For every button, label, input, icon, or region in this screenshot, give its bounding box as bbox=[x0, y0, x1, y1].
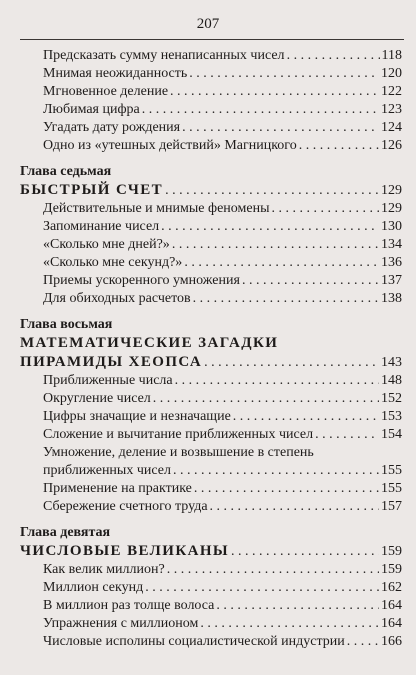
toc-entry-page: 138 bbox=[381, 291, 402, 306]
toc-entry-title: Для обиходных расчетов bbox=[43, 291, 191, 306]
dot-leader bbox=[194, 480, 379, 498]
toc-entry-page: 159 bbox=[381, 562, 402, 577]
chapter-page: 129 bbox=[381, 183, 402, 198]
toc-entry-page: 120 bbox=[381, 66, 402, 81]
toc-entry-page: 148 bbox=[381, 373, 402, 388]
dot-leader bbox=[153, 390, 379, 408]
toc-entry-title: Приближенные числа bbox=[43, 373, 173, 388]
chapter-label: Глава восьмая bbox=[20, 317, 113, 332]
dot-leader bbox=[216, 597, 379, 615]
chapter-title-line2: ПИРАМИДЫ ХЕОПСА bbox=[20, 354, 203, 370]
chapter-label: Глава седьмая bbox=[20, 164, 112, 179]
chapter-page: 159 bbox=[381, 544, 402, 559]
toc-entry-page: 136 bbox=[381, 255, 402, 270]
dot-leader bbox=[200, 615, 379, 633]
toc-entry-page: 164 bbox=[381, 598, 402, 613]
dot-leader bbox=[165, 181, 379, 200]
toc-entry-title: Мгновенное деление bbox=[43, 84, 169, 99]
toc-entry-title: «Сколько мне секунд?» bbox=[43, 255, 183, 270]
dot-leader bbox=[231, 542, 379, 561]
toc-entry-title: Одно из «утешных действий» Магницкого bbox=[43, 138, 297, 153]
toc-entry-title: Как велик миллион? bbox=[43, 562, 165, 577]
toc-entry bbox=[20, 390, 404, 408]
toc-entry-page: 126 bbox=[381, 138, 402, 153]
toc-entry bbox=[20, 83, 404, 101]
toc-entry bbox=[20, 498, 404, 516]
page-number: 207 bbox=[196, 16, 220, 32]
chapter-title bbox=[20, 542, 404, 561]
toc-entry bbox=[20, 200, 404, 218]
chapter-title bbox=[20, 334, 404, 372]
toc-entry-title: Применение на практике bbox=[43, 481, 192, 496]
chapter-page: 143 bbox=[381, 355, 402, 370]
toc-entry bbox=[20, 426, 404, 444]
toc-entry-page: 118 bbox=[381, 48, 402, 63]
dot-leader bbox=[182, 119, 379, 137]
toc-entry bbox=[20, 480, 404, 498]
dot-leader bbox=[142, 101, 379, 119]
toc-entry-title-line1: Умножение, деление и возвышение в степень bbox=[43, 445, 314, 460]
toc-entry-title: Мнимая неожиданность bbox=[43, 66, 188, 81]
dot-leader bbox=[184, 254, 379, 272]
toc-entry-page: 166 bbox=[381, 634, 402, 649]
dot-leader bbox=[347, 633, 379, 651]
toc-entry bbox=[20, 218, 404, 236]
toc-entry bbox=[20, 372, 404, 390]
toc-entry-page: 122 bbox=[381, 84, 402, 99]
chapter-title-text: ЧИСЛОВЫЕ ВЕЛИКАНЫ bbox=[20, 543, 230, 559]
dot-leader bbox=[167, 561, 379, 579]
dot-leader bbox=[161, 218, 379, 236]
dot-leader bbox=[170, 83, 379, 101]
header-rule bbox=[20, 39, 404, 40]
dot-leader bbox=[210, 498, 379, 516]
dot-leader bbox=[271, 200, 379, 218]
dot-leader bbox=[287, 47, 380, 65]
toc-entry bbox=[20, 119, 404, 137]
toc-entry-page: 124 bbox=[381, 120, 402, 135]
chapter-title-line1: МАТЕМАТИЧЕСКИЕ ЗАГАДКИ bbox=[20, 335, 279, 351]
toc-entry-title-line2: приближенных чисел bbox=[43, 463, 171, 478]
toc-entry bbox=[20, 597, 404, 615]
toc-entry-page: 134 bbox=[381, 237, 402, 252]
dot-leader bbox=[173, 462, 379, 480]
toc-entry-title: Запоминание чисел bbox=[43, 219, 160, 234]
toc-entry-page: 155 bbox=[381, 463, 402, 478]
dot-leader bbox=[299, 137, 379, 155]
toc-entry-title: Предсказать сумму ненаписанных чисел bbox=[43, 48, 285, 63]
toc-entry-page: 129 bbox=[381, 201, 402, 216]
chapter-7 bbox=[20, 163, 404, 308]
toc-entry bbox=[20, 615, 404, 633]
dot-leader bbox=[242, 272, 379, 290]
toc-entry-page: 153 bbox=[381, 409, 402, 424]
toc-entry bbox=[20, 272, 404, 290]
dot-leader bbox=[193, 290, 379, 308]
toc-entry-title: «Сколько мне дней?» bbox=[43, 237, 170, 252]
toc-entry-title: Сбережение счетного труда bbox=[43, 499, 208, 514]
toc-entry-page: 162 bbox=[381, 580, 402, 595]
toc-entry-title: Числовые исполины социалистической индустрии bbox=[43, 634, 345, 649]
dot-leader bbox=[189, 65, 379, 83]
toc-entry-title: Цифры значащие и незначащие bbox=[43, 409, 231, 424]
chapter-title-text: БЫСТРЫЙ СЧЕТ bbox=[20, 182, 164, 198]
toc-entry-title: Округление чисел bbox=[43, 391, 151, 406]
toc-section-top bbox=[20, 47, 404, 155]
dot-leader bbox=[204, 353, 379, 372]
toc-entry-page: 157 bbox=[381, 499, 402, 514]
toc-entry-title: Миллион секунд bbox=[43, 580, 144, 595]
toc-entry bbox=[20, 579, 404, 597]
chapter-title bbox=[20, 181, 404, 200]
toc-entry bbox=[20, 65, 404, 83]
toc-entry bbox=[20, 290, 404, 308]
toc-entry-title: Сложение и вычитание приближенных чисел bbox=[43, 427, 314, 442]
toc-entry bbox=[20, 137, 404, 155]
toc-entry-title: Упражнения с миллионом bbox=[43, 616, 199, 631]
toc-entry bbox=[20, 101, 404, 119]
toc-entry-page: 152 bbox=[381, 391, 402, 406]
chapter-9 bbox=[20, 524, 404, 651]
chapter-label: Глава девятая bbox=[20, 525, 111, 540]
dot-leader bbox=[315, 426, 379, 444]
toc-entry-title: Любимая цифра bbox=[43, 102, 140, 117]
toc-entry-title: В миллион раз толще волоса bbox=[43, 598, 215, 613]
dot-leader bbox=[145, 579, 379, 597]
toc-entry bbox=[20, 236, 404, 254]
toc-entry-page: 154 bbox=[381, 427, 402, 442]
toc-entry-title: Действительные и мнимые феномены bbox=[43, 201, 270, 216]
dot-leader bbox=[175, 372, 379, 390]
chapter-8 bbox=[20, 316, 404, 516]
toc-entry-title: Угадать дату рождения bbox=[43, 120, 181, 135]
toc-entry-page: 137 bbox=[381, 273, 402, 288]
dot-leader bbox=[172, 236, 379, 254]
dot-leader bbox=[233, 408, 379, 426]
toc-entry-page: 155 bbox=[381, 481, 402, 496]
toc-entry bbox=[20, 633, 404, 651]
toc-entry bbox=[20, 444, 404, 480]
toc-entry-page: 130 bbox=[381, 219, 402, 234]
toc-entry-title: Приемы ускоренного умножения bbox=[43, 273, 240, 288]
table-of-contents bbox=[20, 47, 404, 651]
toc-entry bbox=[20, 408, 404, 426]
toc-entry-page: 164 bbox=[381, 616, 402, 631]
toc-entry bbox=[20, 254, 404, 272]
toc-entry bbox=[20, 561, 404, 579]
toc-entry bbox=[20, 47, 404, 65]
toc-entry-page: 123 bbox=[381, 102, 402, 117]
